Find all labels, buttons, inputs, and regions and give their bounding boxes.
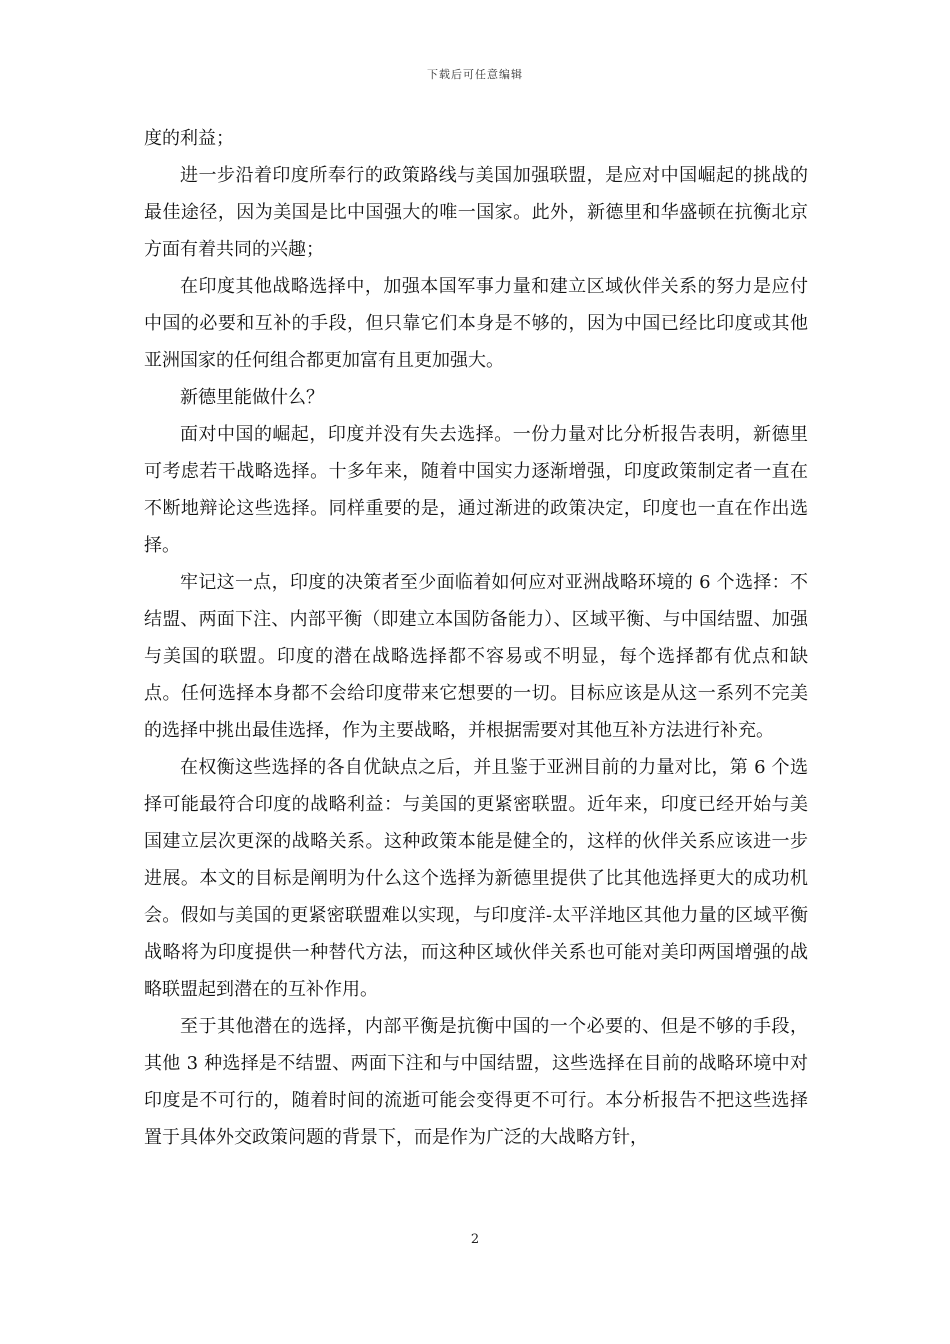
paragraph: 在印度其他战略选择中，加强本国军事力量和建立区域伙伴关系的努力是应付中国的必要和互补的手段，但只靠它们本身是不够的，因为中国已经比印度或其他亚洲国家的任何组合都更加富有且更加强大。 <box>144 276 808 371</box>
paragraph: 进一步沿着印度所奉行的政策路线与美国加强联盟，是应对中国崛起的挑战的最佳途径，因为美国是比中国强大的唯一国家。此外，新德里和华盛顿在抗衡北京方面有着共同的兴趣； <box>144 165 808 260</box>
page-header: 下载后可任意编辑 <box>427 68 523 81</box>
section-heading: 新德里能做什么？ <box>180 387 324 408</box>
page-number: 2 <box>470 1232 480 1247</box>
paragraph: 至于其他潜在的选择，内部平衡是抗衡中国的一个必要的、但是不够的手段，其他 3 种选择是不结盟、两面下注和与中国结盟，这些选择在目前的战略环境中对印度是不可行的，随着时间的流逝可能会变得更不可行。本分析报告不把这些选择置于具体外交政策问题的背景下，而是作为广泛的大战略方针， <box>144 1016 808 1148</box>
document-body <box>144 120 808 1156</box>
paragraph: 在权衡这些选择的各自优缺点之后，并且鉴于亚洲目前的力量对比，第 6 个选择可能最符合印度的战略利益：与美国的更紧密联盟。近年来，印度已经开始与美国建立层次更深的战略关系。这种政策本能是健全的，这样的伙伴关系应该进一步进展。本文的目标是阐明为什么这个选择为新德里提供了比其他选择更大的成功机会。假如与美国的更紧密联盟难以实现，与印度洋-太平洋地区其他力量的区域平衡战略将为印度提供一种替代方法，而这种区域伙伴关系也可能对美印两国增强的战略联盟起到潜在的互补作用。 <box>144 757 808 1000</box>
paragraph: 度的利益； <box>144 128 234 149</box>
paragraph: 牢记这一点，印度的决策者至少面临着如何应对亚洲战略环境的 6 个选择：不结盟、两面下注、内部平衡（即建立本国防备能力）、区域平衡、与中国结盟、加强与美国的联盟。印度的潜在战略选择都不容易或不明显，每个选择都有优点和缺点。任何选择本身都不会给印度带来它想要的一切。目标应该是从这一系列不完美的选择中挑出最佳选择，作为主要战略，并根据需要对其他互补方法进行补充。 <box>144 572 808 741</box>
paragraph: 面对中国的崛起，印度并没有失去选择。一份力量对比分析报告表明，新德里可考虑若干战略选择。十多年来，随着中国实力逐渐增强，印度政策制定者一直在不断地辩论这些选择。同样重要的是，通过渐进的政策决定，印度也一直在作出选择。 <box>144 424 808 556</box>
